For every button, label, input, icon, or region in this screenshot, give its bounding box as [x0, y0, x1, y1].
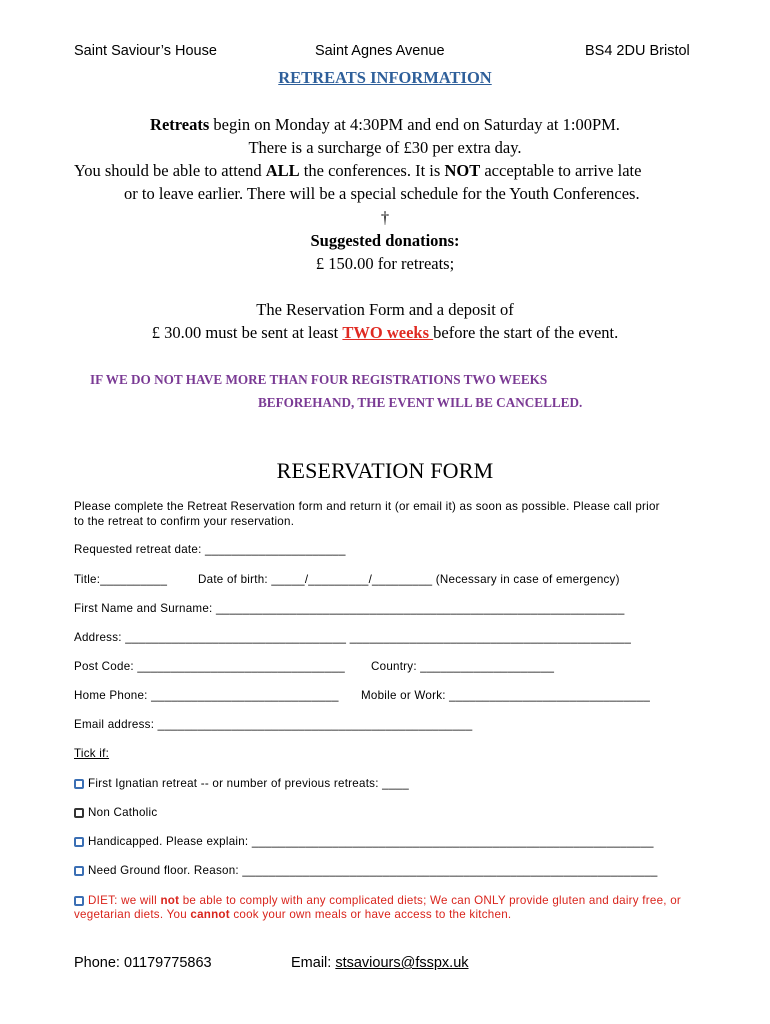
reservation-line2: £ 30.00 must be sent at least TWO weeks before the start of the event.	[151, 323, 619, 342]
name-field[interactable]: First Name and Surname: _____________________________________________________________	[74, 602, 625, 615]
tick-label: Tick if:	[74, 747, 110, 760]
retreats-line4: or to leave earlier. There will be a special schedule for the Youth Conferences.	[124, 184, 640, 203]
requested-date-field[interactable]: Requested retreat date: _____________________	[74, 543, 346, 556]
footer-phone: Phone: 01179775863	[74, 955, 212, 971]
form-intro-line1: Please complete the Retreat Reservation form and return it (or email it) as soon as possible. Please call prior	[74, 500, 660, 513]
header-center: Saint Agnes Avenue	[315, 43, 445, 59]
tick-first-retreat[interactable]: First Ignatian retreat -- or number of previous retreats: ____	[74, 777, 409, 790]
retreats-line3: You should be able to attend ALL the conferences. It is NOT acceptable to arrive late	[74, 161, 642, 180]
country-field[interactable]: Country: ____________________	[371, 660, 555, 673]
dagger-symbol: †	[380, 208, 390, 227]
form-title: RESERVATION FORM	[276, 458, 494, 483]
checkbox-icon[interactable]	[74, 866, 84, 876]
tick-non-catholic[interactable]: Non Catholic	[74, 806, 157, 819]
two-weeks-emphasis: TWO weeks	[342, 323, 434, 342]
donations-value: £ 150.00 for retreats;	[315, 254, 455, 273]
date-of-birth-field[interactable]: Date of birth: _____/_________/_________ (Necessary in case of emergency)	[198, 573, 620, 586]
checkbox-icon[interactable]	[74, 779, 84, 789]
form-intro-line2: to the retreat to confirm your reservation.	[74, 515, 295, 528]
mobile-field[interactable]: Mobile or Work: ______________________________	[361, 689, 651, 702]
email-field[interactable]: Email address: _______________________________________________	[74, 718, 473, 731]
warning-line1: IF WE DO NOT HAVE MORE THAN FOUR REGISTRATIONS TWO WEEKS	[90, 372, 548, 387]
checkbox-icon[interactable]	[74, 808, 84, 818]
email-link[interactable]: stsaviours@fsspx.uk	[335, 955, 469, 971]
tick-diet[interactable]: DIET: we will not be able to comply with any complicated diets; We can ONLY provide gluten and dairy free, or	[74, 894, 681, 907]
warning-line2: BEFOREHAND, THE EVENT WILL BE CANCELLED.	[258, 395, 583, 410]
diet-note-line2: vegetarian diets. You cannot cook your own meals or have access to the kitchen.	[74, 908, 512, 921]
tick-ground-floor[interactable]: Need Ground floor. Reason: ______________________________________________________________	[74, 864, 658, 877]
home-phone-field[interactable]: Home Phone: ____________________________	[74, 689, 339, 702]
retreats-line2: There is a surcharge of £30 per extra day.	[248, 138, 522, 157]
postcode-field[interactable]: Post Code: _______________________________	[74, 660, 345, 673]
retreats-title: RETREATS INFORMATION	[278, 68, 492, 87]
header-right: BS4 2DU Bristol	[585, 43, 690, 59]
tick-handicapped[interactable]: Handicapped. Please explain: ____________________________________________________________	[74, 835, 654, 848]
title-field[interactable]: Title:__________	[74, 573, 168, 586]
donations-label: Suggested donations:	[310, 231, 460, 250]
checkbox-icon[interactable]	[74, 837, 84, 847]
reservation-line1: The Reservation Form and a deposit of	[256, 300, 514, 319]
header-left: Saint Saviour’s House	[74, 43, 217, 59]
retreats-line1: Retreats begin on Monday at 4:30PM and end on Saturday at 1:00PM.	[150, 115, 620, 134]
footer-email: Email: stsaviours@fsspx.uk	[291, 955, 469, 971]
checkbox-icon[interactable]	[74, 896, 84, 906]
retreats-bold: Retreats	[150, 115, 210, 134]
address-field[interactable]: Address: _________________________________ __________________________________________	[74, 631, 632, 644]
